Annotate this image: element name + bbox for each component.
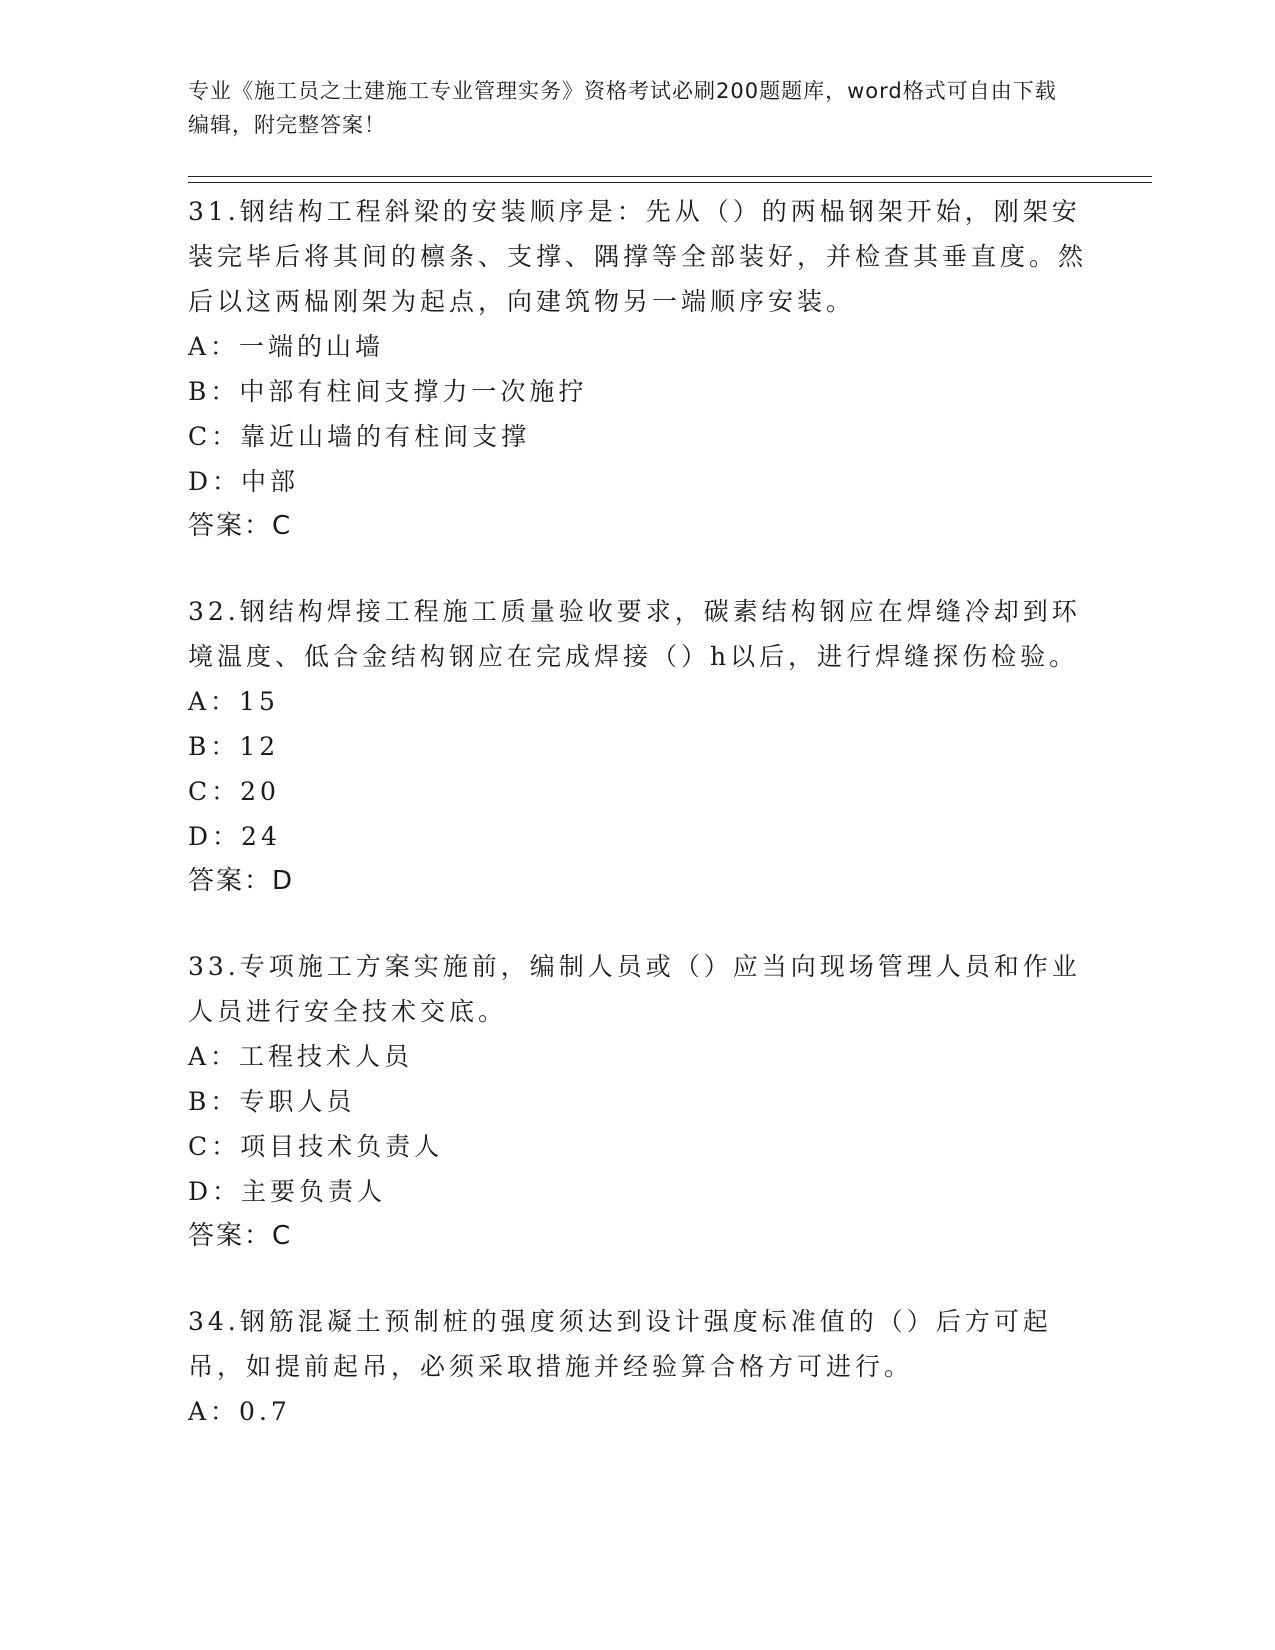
header-divider-bottom <box>188 182 1152 183</box>
option-b: B：专职人员 <box>188 1087 356 1116</box>
option-c: C：靠近山墙的有柱间支撑 <box>188 422 531 451</box>
option-c: C：20 <box>188 777 280 806</box>
option-d: D：主要负责人 <box>188 1177 387 1206</box>
question-32 <box>188 589 1088 904</box>
answer: 答案：D <box>188 866 295 896</box>
question-31 <box>188 189 1088 549</box>
question-text: 32.钢结构焊接工程施工质量验收要求，碳素结构钢应在焊缝冷却到环境温度、低合金结构钢应在完成焊接（）h以后，进行焊缝探伤检验。 <box>188 597 1081 671</box>
option-d: D：中部 <box>188 467 300 496</box>
document-header: 专业《施工员之土建施工专业管理实务》资格考试必刷200题题库，word格式可自由下载编辑，附完整答案！ <box>188 79 1057 137</box>
option-a: A：工程技术人员 <box>188 1042 414 1071</box>
option-a: A：15 <box>188 687 279 716</box>
option-b: B：中部有柱间支撑力一次施拧 <box>188 377 588 406</box>
answer: 答案：C <box>188 1221 293 1251</box>
question-33 <box>188 944 1088 1259</box>
answer: 答案：C <box>188 511 293 541</box>
header-divider-top <box>188 176 1152 177</box>
question-text: 33.专项施工方案实施前，编制人员或（）应当向现场管理人员和作业人员进行安全技术交底。 <box>188 952 1081 1026</box>
option-a: A：一端的山墙 <box>188 332 385 361</box>
question-34 <box>188 1299 1088 1434</box>
question-text: 34.钢筋混凝土预制桩的强度须达到设计强度标准值的（）后方可起吊，如提前起吊，必须采取措施并经验算合格方可进行。 <box>188 1307 1052 1381</box>
question-list <box>188 189 1088 1474</box>
question-text: 31.钢结构工程斜梁的安装顺序是：先从（）的两榀钢架开始，刚架安装完毕后将其间的檩条、支撑、隅撑等全部装好，并检查其垂直度。然后以这两榀刚架为起点，向建筑物另一端顺序安装。 <box>188 197 1088 316</box>
option-a: A：0.7 <box>188 1397 291 1426</box>
option-b: B：12 <box>188 732 280 761</box>
option-c: C：项目技术负责人 <box>188 1132 444 1161</box>
option-d: D：24 <box>188 822 281 851</box>
